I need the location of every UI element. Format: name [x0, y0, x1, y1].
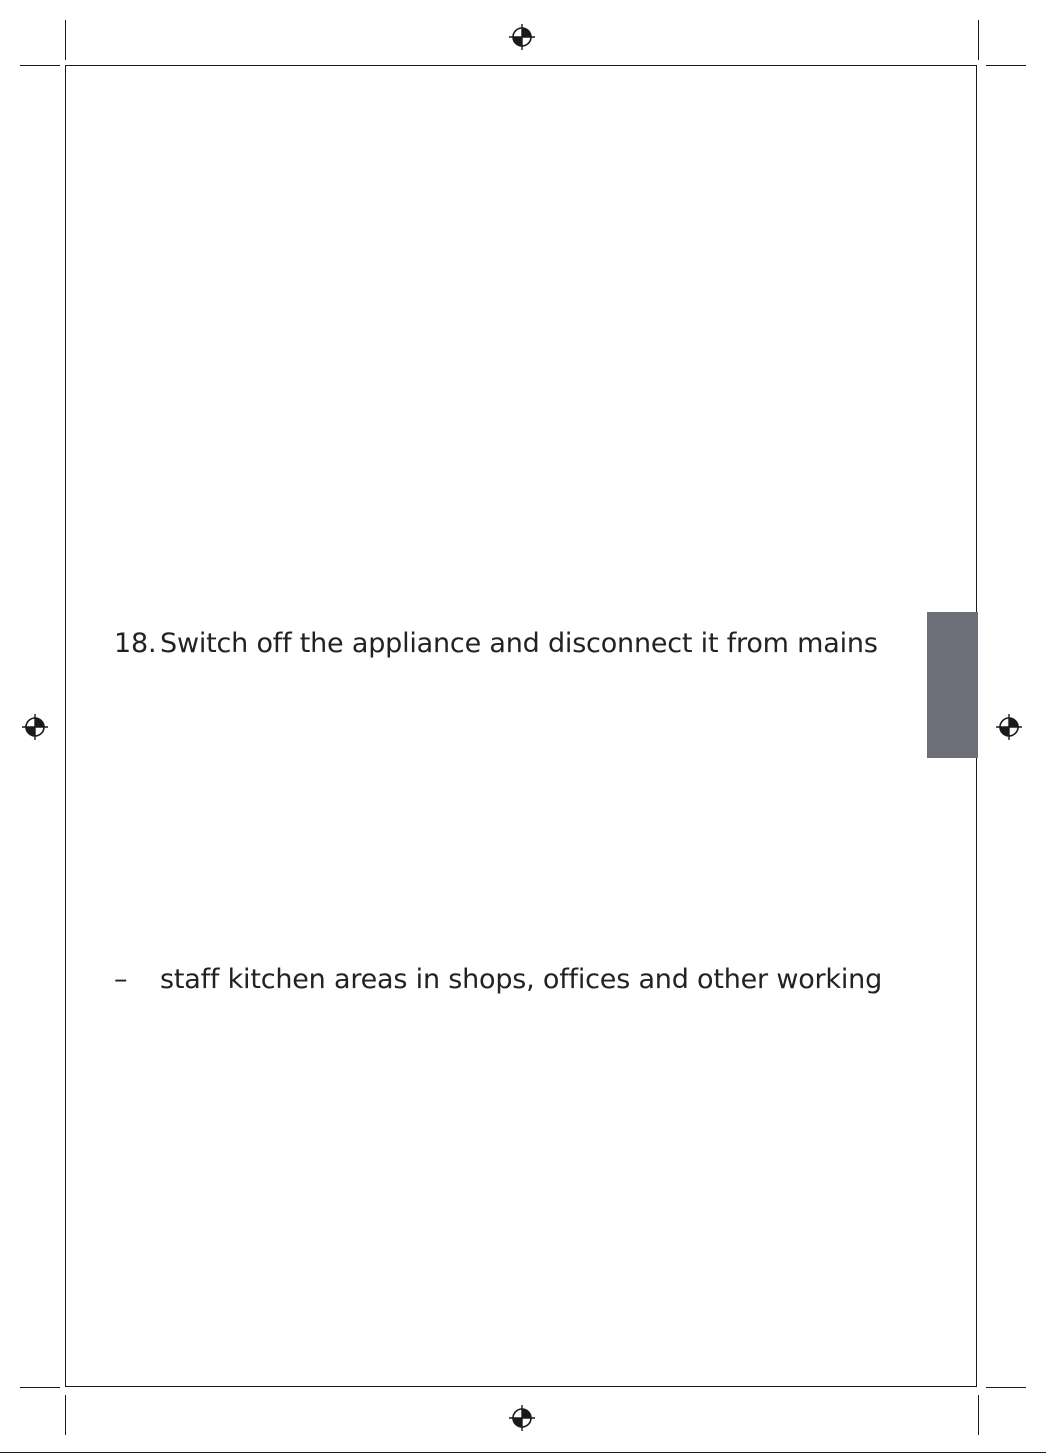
crop-mark-top-right-vertical [978, 20, 979, 60]
registration-mark-right-icon [995, 713, 1023, 741]
crop-mark-bottom-left-horizontal [20, 1387, 60, 1388]
bullet-item [114, 964, 882, 995]
instruction-text: Switch off the appliance and disconnect it from mains [160, 628, 878, 659]
crop-mark-bottom-left-vertical [65, 1395, 66, 1435]
page-frame [65, 65, 977, 1387]
crop-mark-top-left-horizontal [20, 65, 60, 66]
registration-mark-left-icon [21, 713, 49, 741]
crop-mark-top-right-horizontal [986, 65, 1026, 66]
item-number: 18. [114, 628, 157, 659]
crop-mark-bottom-right-horizontal [986, 1387, 1026, 1388]
bottom-edge-rule [0, 1452, 1046, 1453]
crop-mark-bottom-right-vertical [978, 1395, 979, 1435]
registration-mark-bottom-icon [508, 1404, 536, 1432]
crop-mark-top-left-vertical [65, 20, 66, 60]
registration-mark-top-icon [508, 23, 536, 51]
side-tab [927, 612, 978, 758]
bullet-dash: – [114, 964, 128, 995]
numbered-instruction-18 [114, 628, 878, 659]
bullet-text: staff kitchen areas in shops, offices and other working [160, 964, 883, 995]
